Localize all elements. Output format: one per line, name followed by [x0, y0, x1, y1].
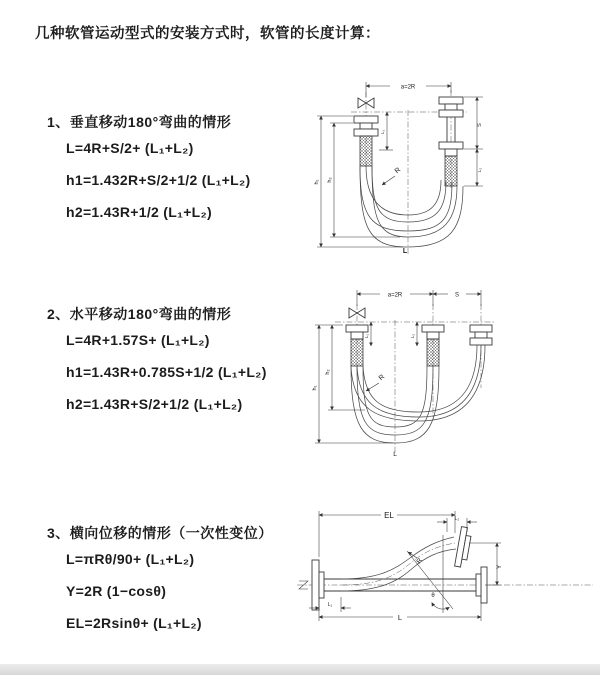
braided-hose-section [445, 156, 457, 186]
dim-label-r: R [377, 373, 387, 383]
dimension-l-total [319, 603, 481, 622]
formula-length: L=4R+S/2+ (L₁+L₂) [66, 140, 194, 156]
diagram-lateral-displacement [295, 505, 595, 650]
formula-h2: h2=1.43R+1/2 (L₁+L₂) [66, 204, 213, 220]
left-flange-assembly [354, 116, 378, 166]
dim-label-h1: h₁ [312, 385, 318, 391]
formula-y: Y=2R (1−cosθ) [66, 583, 167, 599]
upper-flange [455, 527, 473, 568]
dimension-l2 [410, 322, 417, 346]
formula-length: L=πRθ/90+ (L₁+L₂) [66, 551, 195, 567]
dimension-l2 [437, 516, 477, 532]
flange-assembly-3 [470, 325, 492, 345]
dimension-el [319, 511, 455, 557]
dim-label-s: S [454, 292, 460, 299]
dim-label-l1: L₁ [327, 602, 333, 608]
braided-hose-section [427, 339, 439, 366]
dim-label-r: R [415, 557, 424, 566]
angle-theta [407, 535, 453, 613]
formula-length: L=4R+1.57S+ (L₁+L₂) [66, 332, 210, 348]
dim-label-y: Y [496, 564, 503, 570]
section-3-heading: 3、横向位移的情形（一次性变位） [47, 525, 273, 541]
page-edge [0, 664, 600, 675]
dim-label-r: R [393, 166, 403, 176]
diagram-vertical-u-bend [305, 70, 540, 260]
diagram-horizontal-u-bend [305, 280, 540, 475]
radius-callout [382, 167, 402, 185]
dim-label-l1: L₁ [380, 129, 385, 135]
formula-h2: h2=1.43R+S/2+1/2 (L₁+L₂) [66, 396, 243, 412]
flange-assembly-1 [346, 325, 368, 366]
dim-label-l-total: L [402, 248, 408, 255]
dimension-a2r [366, 82, 451, 97]
radius-callout [366, 374, 386, 391]
section-2-heading: 2、水平移动180°弯曲的情形 [47, 306, 232, 322]
hose-s-curve [341, 537, 456, 591]
dim-label-h1: h₁ [314, 179, 320, 185]
section-1-heading: 1、垂直移动180°弯曲的情形 [47, 114, 232, 130]
dim-label-el: EL [384, 511, 394, 520]
hose-u-bend-moved [351, 345, 485, 421]
dimension-l1 [379, 112, 393, 150]
flange-assembly-2 [422, 325, 444, 366]
dim-label-l2: L₂ [477, 167, 482, 173]
dim-label-theta: θ [431, 593, 435, 599]
braided-hose-section [351, 339, 363, 366]
formula-h1: h1=1.432R+S/2+1/2 (L₁+L₂) [66, 172, 251, 188]
dim-label-l: L [397, 613, 403, 622]
formula-h1: h1=1.43R+0.785S+1/2 (L₁+L₂) [66, 364, 267, 380]
dim-label-l2: L₂ [410, 333, 415, 339]
formula-el: EL=2Rsinθ+ (L₁+L₂) [66, 615, 202, 631]
dim-label-a2r: a=2R [387, 292, 403, 299]
dimension-a2r [357, 290, 481, 306]
dim-label-a2r: a=2R [400, 84, 416, 91]
dim-label-h2: h₂ [325, 369, 331, 375]
dim-label-h2: h₂ [327, 177, 333, 183]
page-title: 几种软管运动型式的安装方式时，软管的长度计算： [35, 26, 380, 42]
dim-label-l1: L₁ [364, 333, 369, 339]
dim-label-s: S [477, 123, 483, 127]
braided-hose-section [360, 136, 372, 166]
dim-label-l-total: L [393, 451, 397, 458]
dim-label-l2: L₂ [454, 516, 460, 522]
dimension-s [464, 97, 483, 186]
left-flange [312, 560, 324, 610]
